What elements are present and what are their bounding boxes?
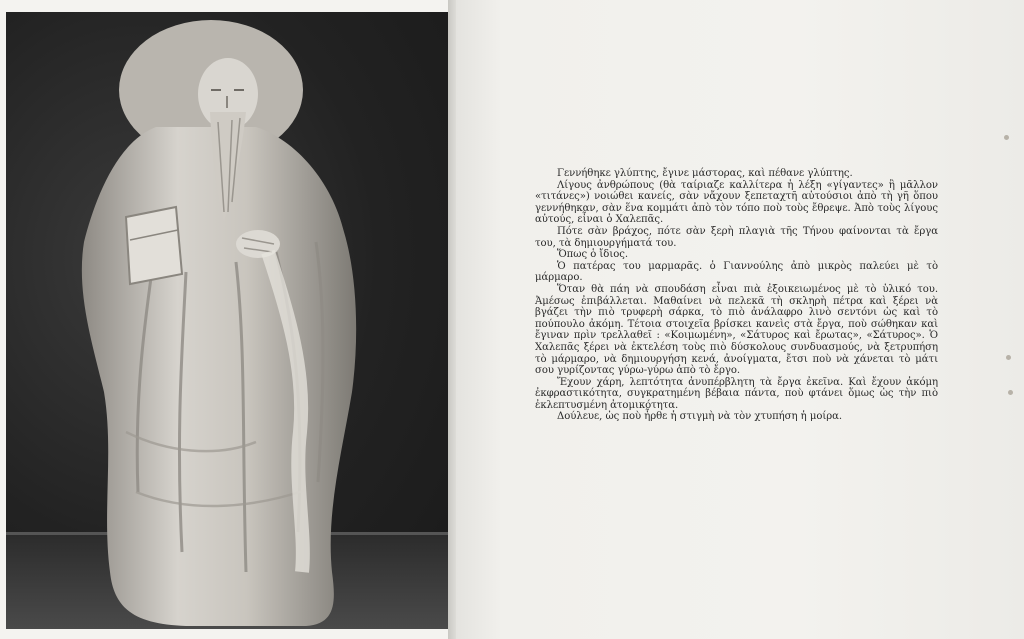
paragraph: Πότε σὰν βράχος, πότε σὰν ξερὴ πλαγιὰ τῆς Τήνου φαίνονται τὰ ἔργα του, τὰ δημιουργήματά του.	[535, 225, 938, 249]
sculpture-photograph	[6, 12, 448, 629]
binding-hole	[1008, 390, 1013, 395]
binding-hole	[1006, 355, 1011, 360]
left-page	[0, 0, 452, 639]
sculpture-figure-icon	[6, 12, 448, 629]
body-text	[535, 168, 938, 423]
paragraph: Ὅπως ὁ ἴδιος.	[557, 249, 629, 261]
paragraph: Δούλευε, ὡς ποὺ ἦρθε ἡ στιγμὴ νὰ τὸν χτυπήση ἡ μοίρα.	[557, 411, 843, 423]
paragraph: Λίγους ἀνθρώπους (θὰ ταίριαζε καλλίτερα ἡ λέξη «γίγαντες» ἢ μᾶλλον «τιτάνες») νοιώθει κανείς, σὰν νἄχουν ξεπεταχτῆ αὐτούσιοι ἀπὸ τὴ γῆ ὅπου γεννήθηκαν, σὰν ἕνα κομμάτι ἀπὸ τὸν τόπο ποὺ τοὺς ἔθρεψε. Ἀπὸ τοὺς λίγους αὐτούς, εἶναι ὁ Χαλεπᾶς.	[535, 179, 938, 226]
binding-hole	[1004, 135, 1009, 140]
paragraph: Ὅταν θὰ πάη νὰ σπουδάση εἶναι πιὰ ἐξοικειωμένος μὲ τὸ ὑλικό του. Ἀμέσως ἐπιβάλλεται. Μαθαίνει νὰ πελεκᾶ τὴ σκληρὴ πέτρα καὶ ξέρει νὰ βγάζει τὴν πιὸ τρυφερὴ σάρκα, τὸ πιὸ ἀνάλαφρο λινὸ σεντόνι ὡς καὶ τὸ πούπουλο ἀκόμη. Τέτοια στοιχεῖα βρίσκει κανεὶς στὰ ἔργα, ποὺ σώθηκαν καὶ ἔγιναν πρὶν τρελλαθεῖ : «Κοιμωμένη», «Σάτυρος καὶ ἔρωτας», «Σάτυρος». Ὁ Χαλεπᾶς ξέρει νὰ ἐκτελέση τοὺς πιὸ δύσκολους συνδυασμούς, νὰ ξετρυπήση τὸ μάρμαρο, νὰ δημιουργήση κενά, ἀνοίγματα, ἔτσι ποὺ νὰ χάνεται τὸ μάτι σου γυρίζοντας γύρω-γύρω ἀπὸ τὸ ἔργο.	[535, 283, 938, 377]
paragraph: Ὁ πατέρας του μαρμαρᾶς. ὁ Γιαννούλης ἀπὸ μικρὸς παλεύει μὲ τὸ μάρμαρο.	[535, 260, 938, 284]
paragraph: Ἔχουν χάρη, λεπτότητα ἀνυπέρβλητη τὰ ἔργα ἐκεῖνα. Καὶ ἔχουν ἀκόμη ἐκφραστικότητα, συγκρατημένη βέβαια πάντα, ποὺ φτάνει ὅμως ὡς τὴν πιὸ ἐκλεπτυσμένη ἀτομικότητα.	[535, 376, 938, 411]
paragraph: Γεννήθηκε γλύπτης, ἔγινε μάστορας, καὶ πέθανε γλύπτης.	[557, 168, 853, 179]
right-page	[456, 0, 1024, 639]
